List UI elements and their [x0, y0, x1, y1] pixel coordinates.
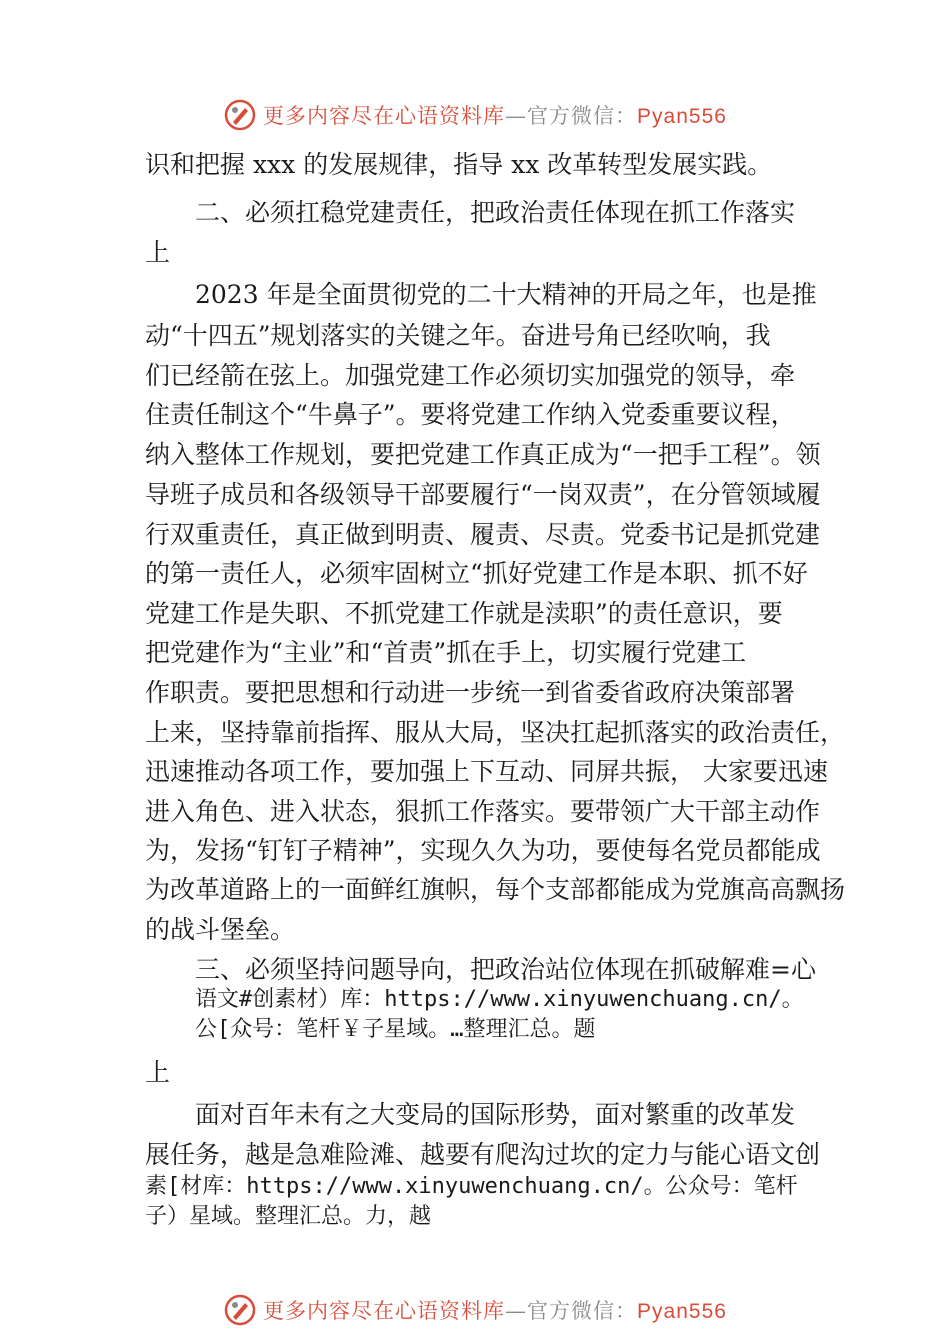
section-heading-2-cont: 上	[145, 238, 171, 267]
footer-banner-dash: —	[505, 1299, 528, 1323]
body-line: 2023 年是全面贯彻党的二十大精神的开局之年，也是推	[195, 280, 817, 309]
body-line: 为改革道路上的一面鲜红旗帜，每个支部都能成为党旗高高飘扬	[145, 875, 846, 904]
body-line: 的战斗堡垒。	[145, 915, 296, 944]
footer-banner-inner	[223, 1293, 727, 1327]
header-banner-inner	[223, 98, 727, 132]
body-line: 党建工作是失职、不抓党建工作就是渎职”的责任意识，要	[145, 599, 783, 628]
body-line: 把党建作为“主业”和“首责”抓在手上，切实履行党建工	[145, 638, 747, 667]
body-line: 展任务，越是急难险滩、越要有爬沟过坎的定力与能心语文创	[145, 1140, 821, 1169]
brand-logo-icon	[223, 1293, 257, 1327]
body-line: 上来，坚持靠前指挥、服从大局，坚决扛起抓落实的政治责任，	[145, 718, 846, 747]
body-line: 进入角色、进入状态，狠抓工作落实。要带领广大干部主动作	[145, 797, 821, 826]
body-line: 行双重责任，真正做到明责、履责、尽责。党委书记是抓党建	[145, 520, 821, 549]
body-line: 们已经箭在弦上。加强党建工作必须切实加强党的领导，牵	[145, 361, 796, 390]
section-heading-3: 三、必须坚持问题导向，把政治站位体现在抓破解难=心	[195, 955, 816, 984]
watermark-line: 子）星域。整理汇总。力，越	[145, 1204, 432, 1229]
footer-banner	[0, 1290, 950, 1330]
watermark-line: 公[众号：笔杆￥子星域。…整理汇总。题	[195, 1017, 596, 1042]
section-heading-2: 二、必须扛稳党建责任，把政治责任体现在抓工作落实	[195, 198, 796, 227]
header-banner-text	[263, 100, 727, 130]
body-line: 的第一责任人，必须牢固树立“抓好党建工作是本职、抓不好	[145, 559, 808, 588]
header-banner-main: 更多内容尽在心语资料库	[263, 104, 506, 128]
body-line: 面对百年未有之大变局的国际形势，面对繁重的改革发	[195, 1100, 796, 1129]
header-banner	[0, 95, 950, 135]
watermark-line: 语文#创素材）库：https://www.xinyuwenchuang.cn/。	[195, 987, 804, 1012]
brand-logo-icon	[223, 98, 257, 132]
header-banner-wechat: Pyan556	[637, 105, 727, 128]
body-line: 导班子成员和各级领导干部要履行“一岗双责”，在分管领域履	[145, 480, 821, 509]
body-line: 住责任制这个“牛鼻子”。要将党建工作纳入党委重要议程，	[145, 400, 796, 429]
footer-banner-main: 更多内容尽在心语资料库	[263, 1299, 506, 1323]
section-heading-3-cont: 上	[145, 1058, 171, 1087]
footer-banner-text	[263, 1295, 727, 1325]
body-line: 纳入整体工作规划，要把党建工作真正成为“一把手工程”。领	[145, 440, 821, 469]
footer-banner-wechat: Pyan556	[637, 1300, 727, 1323]
header-banner-label: 官方微信：	[527, 104, 638, 128]
body-line: 为，发扬“钉钉子精神”，实现久久为功，要使每名党员都能成	[145, 836, 821, 865]
body-line: 识和把握 xxx 的发展规律，指导 xx 改革转型发展实践。	[145, 150, 773, 179]
header-banner-dash: —	[505, 104, 528, 128]
body-line: 动“十四五”规划落实的关键之年。奋进号角已经吹响，我	[145, 321, 771, 350]
body-line: 迅速推动各项工作，要加强上下互动、同屏共振， 大家要迅速	[145, 757, 828, 786]
watermark-line: 素[材库：https://www.xinyuwenchuang.cn/。公众号：笔杆	[145, 1174, 798, 1199]
footer-banner-label: 官方微信：	[527, 1299, 638, 1323]
body-line: 作职责。要把思想和行动进一步统一到省委省政府决策部署	[145, 678, 796, 707]
